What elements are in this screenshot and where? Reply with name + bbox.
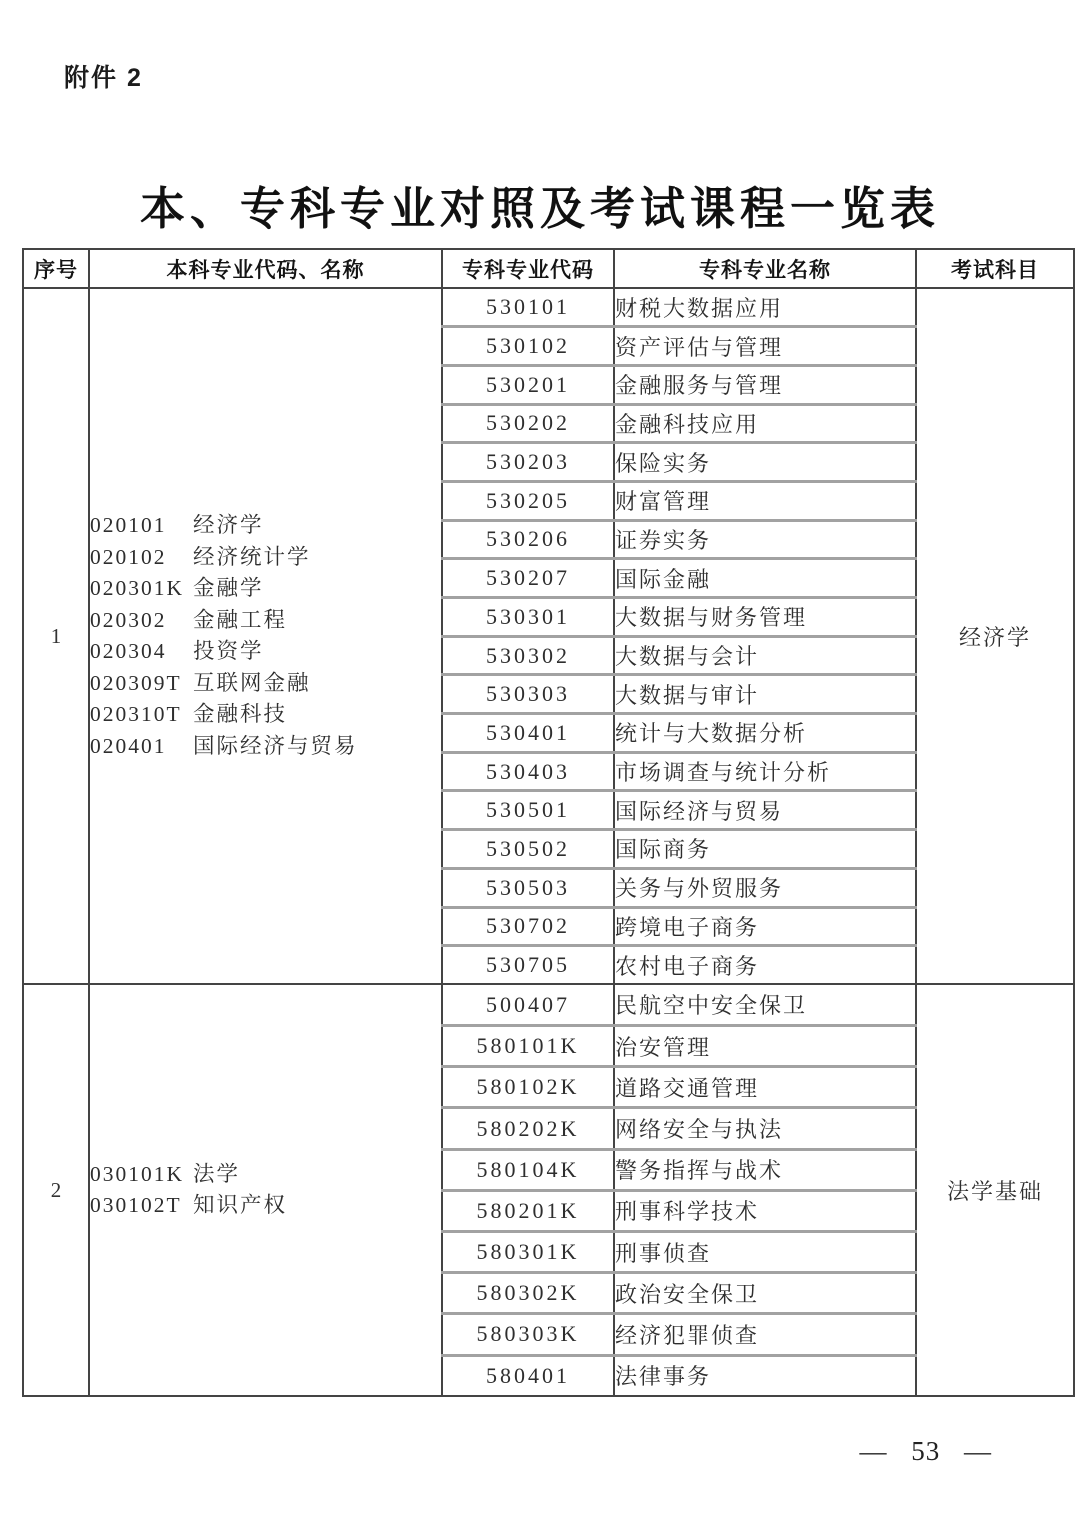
majors-table-container	[22, 248, 1075, 1397]
college-code-cell: 580401	[442, 1355, 614, 1396]
undergrad-code: 030102T	[90, 1193, 182, 1218]
undergrad-name: 金融学	[193, 576, 264, 601]
college-name-cell: 关务与外贸服务	[614, 868, 916, 907]
college-code-cell: 530102	[442, 327, 614, 366]
undergrad-code: 030101K	[90, 1161, 185, 1186]
college-name-cell: 资产评估与管理	[614, 327, 916, 366]
table-row	[23, 984, 1074, 1025]
undergrad-line	[90, 510, 441, 542]
undergrad-line	[90, 1190, 441, 1222]
college-code-cell: 530206	[442, 520, 614, 559]
column-header-3: 专科专业名称	[614, 249, 916, 288]
college-name-cell: 国际商务	[614, 830, 916, 869]
undergrad-name: 法学	[193, 1161, 241, 1186]
college-name-cell: 金融科技应用	[614, 404, 916, 443]
college-name-cell: 保险实务	[614, 443, 916, 482]
college-name-cell: 法律事务	[614, 1355, 916, 1396]
college-code-cell: 580303K	[442, 1314, 614, 1355]
college-name-cell: 大数据与审计	[614, 675, 916, 714]
undergrad-majors-cell	[89, 984, 442, 1396]
undergrad-line	[90, 605, 441, 637]
college-code-cell: 530302	[442, 636, 614, 675]
serial-cell: 1	[23, 288, 89, 984]
undergrad-line	[90, 636, 441, 668]
undergrad-line	[90, 573, 441, 605]
serial-cell: 2	[23, 984, 89, 1396]
college-name-cell: 大数据与财务管理	[614, 598, 916, 637]
page-number: — 53 —	[859, 1436, 992, 1466]
college-name-cell: 证券实务	[614, 520, 916, 559]
undergrad-line	[90, 699, 441, 731]
exam-subject-cell: 经济学	[916, 288, 1074, 984]
college-name-cell: 警务指挥与战术	[614, 1149, 916, 1190]
undergrad-name: 经济统计学	[193, 544, 311, 569]
undergrad-code: 020310T	[90, 702, 182, 727]
undergrad-name: 互联网金融	[193, 670, 311, 695]
exam-subject-cell: 法学基础	[916, 984, 1074, 1396]
college-code-cell: 580104K	[442, 1149, 614, 1190]
undergrad-code: 020101	[90, 513, 167, 538]
college-name-cell: 财税大数据应用	[614, 288, 916, 327]
college-code-cell: 530301	[442, 598, 614, 637]
college-code-cell: 500407	[442, 984, 614, 1025]
college-name-cell: 道路交通管理	[614, 1067, 916, 1108]
undergrad-majors-cell	[89, 288, 442, 984]
college-name-cell: 农村电子商务	[614, 946, 916, 985]
undergrad-name: 国际经济与贸易	[193, 733, 358, 758]
college-name-cell: 市场调查与统计分析	[614, 752, 916, 791]
college-code-cell: 530202	[442, 404, 614, 443]
college-name-cell: 刑事科学技术	[614, 1190, 916, 1231]
college-name-cell: 治安管理	[614, 1026, 916, 1067]
college-name-cell: 国际经济与贸易	[614, 791, 916, 830]
undergrad-code: 020102	[90, 544, 167, 569]
college-name-cell: 跨境电子商务	[614, 907, 916, 946]
undergrad-name: 金融科技	[193, 702, 288, 727]
college-code-cell: 580302K	[442, 1273, 614, 1314]
college-code-cell: 530503	[442, 868, 614, 907]
table-header-row	[23, 249, 1074, 288]
college-code-cell: 530403	[442, 752, 614, 791]
college-code-cell: 580202K	[442, 1108, 614, 1149]
undergrad-name: 经济学	[193, 513, 264, 538]
undergrad-name: 金融工程	[193, 607, 288, 632]
undergrad-line	[90, 668, 441, 700]
undergrad-name: 知识产权	[193, 1193, 288, 1218]
undergrad-line	[90, 1159, 441, 1191]
college-code-cell: 580102K	[442, 1067, 614, 1108]
page-title: 本、专科专业对照及考试课程一览表	[139, 184, 940, 234]
college-code-cell: 580301K	[442, 1232, 614, 1273]
column-header-0: 序号	[23, 249, 89, 288]
college-name-cell: 网络安全与执法	[614, 1108, 916, 1149]
college-name-cell: 刑事侦查	[614, 1232, 916, 1273]
college-name-cell: 国际金融	[614, 559, 916, 598]
college-code-cell: 580201K	[442, 1190, 614, 1231]
college-code-cell: 530205	[442, 481, 614, 520]
college-name-cell: 统计与大数据分析	[614, 714, 916, 753]
college-code-cell: 530207	[442, 559, 614, 598]
undergrad-line	[90, 731, 441, 763]
college-code-cell: 530702	[442, 907, 614, 946]
undergrad-code: 020304	[90, 639, 167, 664]
undergrad-code: 020302	[90, 607, 167, 632]
college-code-cell: 530201	[442, 365, 614, 404]
college-code-cell: 530401	[442, 714, 614, 753]
undergrad-code: 020301K	[90, 576, 185, 601]
college-name-cell: 政治安全保卫	[614, 1273, 916, 1314]
college-code-cell: 530502	[442, 830, 614, 869]
undergrad-line	[90, 542, 441, 574]
attachment-label: 附件 2	[64, 64, 143, 92]
column-header-4: 考试科目	[916, 249, 1074, 288]
college-name-cell: 经济犯罪侦查	[614, 1314, 916, 1355]
undergrad-code: 020309T	[90, 670, 182, 695]
college-code-cell: 530303	[442, 675, 614, 714]
column-header-1: 本科专业代码、名称	[89, 249, 442, 288]
college-code-cell: 530101	[442, 288, 614, 327]
column-header-2: 专科专业代码	[442, 249, 614, 288]
undergrad-code: 020401	[90, 733, 167, 758]
college-name-cell: 民航空中安全保卫	[614, 984, 916, 1025]
college-name-cell: 财富管理	[614, 481, 916, 520]
college-name-cell: 大数据与会计	[614, 636, 916, 675]
table-row	[23, 288, 1074, 327]
college-code-cell: 530501	[442, 791, 614, 830]
undergrad-name: 投资学	[193, 639, 264, 664]
college-code-cell: 580101K	[442, 1026, 614, 1067]
college-name-cell: 金融服务与管理	[614, 365, 916, 404]
majors-table	[22, 248, 1075, 1397]
college-code-cell: 530705	[442, 946, 614, 985]
college-code-cell: 530203	[442, 443, 614, 482]
